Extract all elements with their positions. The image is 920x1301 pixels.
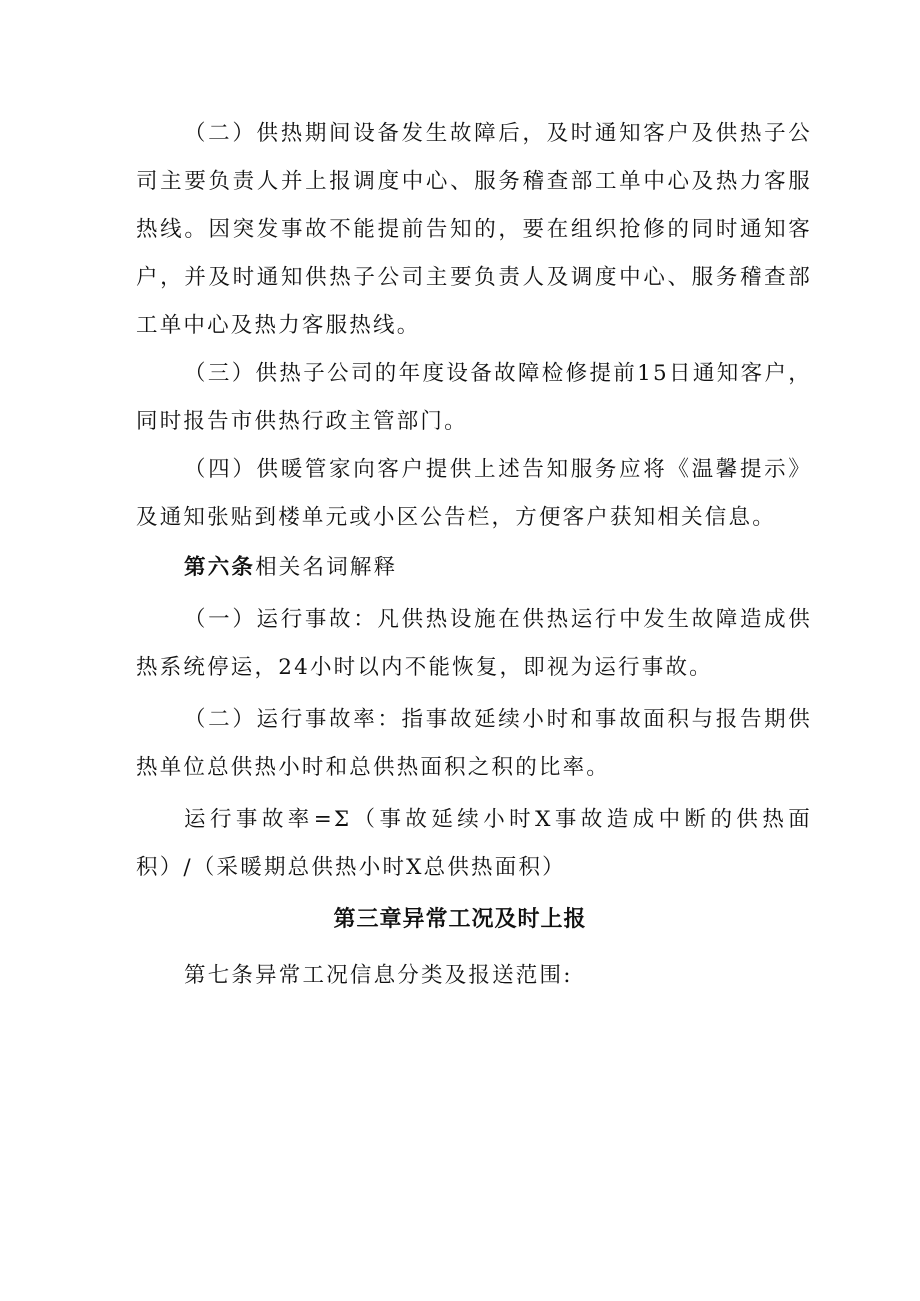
paragraph-warm-reminder: （四）供暖管家向客户提供上述告知服务应将《温馨提示》及通知张贴到楼单元或小区公告栏，方便客户获知相关信息。 bbox=[136, 457, 812, 530]
paragraph-annual-maintenance: （三）供热子公司的年度设备故障检修提前15日通知客户，同时报告市供热行政主管部门。 bbox=[136, 361, 812, 434]
paragraph-fault-notification: （二）供热期间设备发生故障后，及时通知客户及供热子公司主要负责人并上报调度中心、服务稽查部工单中心及热力客服热线。因突发事故不能提前告知的，要在组织抢修的同时通知客户，并及时通知供热子公司主要负责人及调度中心、服务稽查部工单中心及热力客服热线。 bbox=[136, 121, 812, 338]
paragraph-accident-rate-formula: 运行事故率=Σ（事故延续小时X事故造成中断的供热面积）/（采暖期总供热小时X总供热面积） bbox=[136, 807, 812, 880]
paragraph-accident-rate: （二）运行事故率：指事故延续小时和事故面积与报告期供热单位总供热小时和总供热面积之积的比率。 bbox=[136, 707, 812, 780]
paragraph-operation-accident: （一）运行事故：凡供热设施在供热运行中发生故障造成供热系统停运，24小时以内不能恢复，即视为运行事故。 bbox=[136, 607, 812, 680]
paragraph-article-seven: 第七条异常工况信息分类及报送范围: bbox=[184, 963, 573, 988]
article-six-number: 第六条 bbox=[184, 555, 256, 580]
chapter-heading: 第三章异常工况及时上报 bbox=[333, 907, 587, 932]
article-six-title: 相关名词解释 bbox=[255, 555, 398, 580]
article-six-heading bbox=[136, 544, 812, 592]
